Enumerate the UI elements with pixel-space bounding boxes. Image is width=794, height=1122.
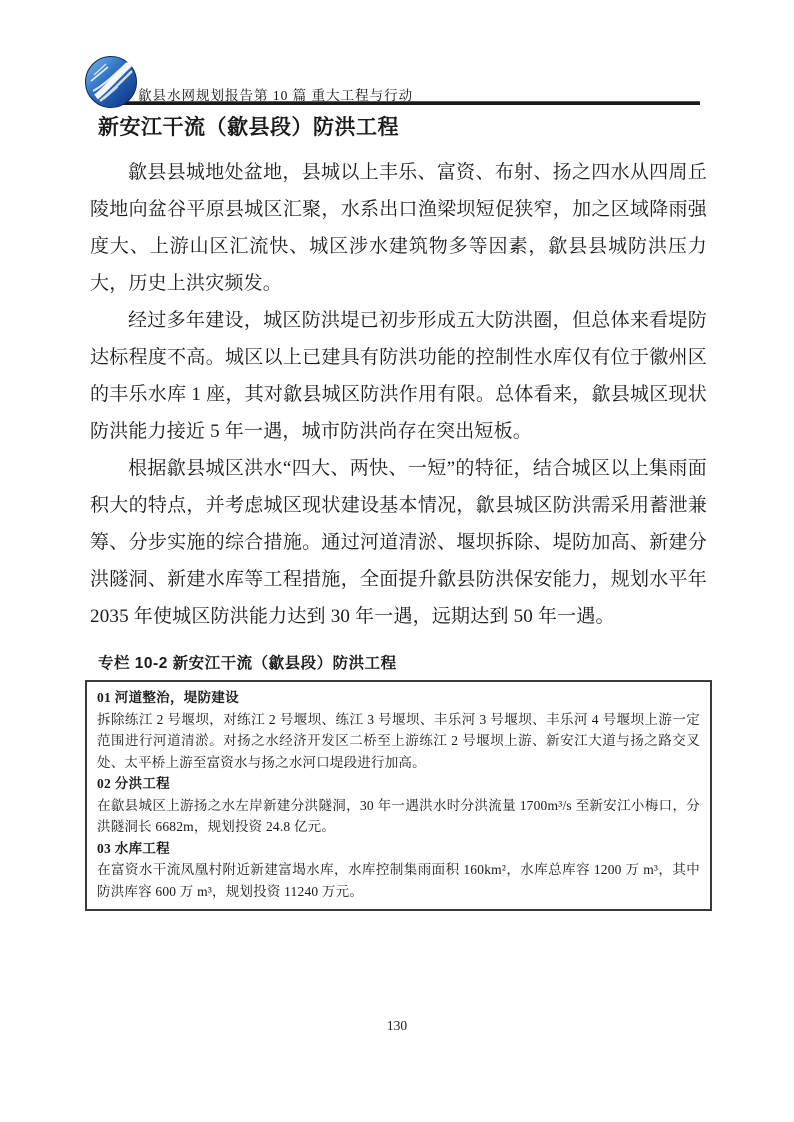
box-item-body-river-regulation: 拆除练江 2 号堰坝，对练江 2 号堰坝、练江 3 号堰坝、丰乐河 3 号堰坝、丰乐河 4 号堰坝上游一定范围进行河道清淤。对扬之水经济开发区二桥至上游练江 2 号堰坝上游、新安江大道与扬之路交叉处、太平桥上游至富资水与扬之水河口堤段进行加高。 (97, 711, 700, 770)
page-number: 130 (386, 1018, 408, 1033)
feature-box (85, 680, 712, 911)
box-item-heading-river-regulation: 01 河道整治，堤防建设 (97, 690, 239, 705)
paragraph-current-status: 经过多年建设，城区防洪堤已初步形成五大防洪圈，但总体来看堤防达标程度不高。城区以上已建具有防洪功能的控制性水库仅有位于徽州区的丰乐水库 1 座，其对歙县城区防洪作用有限。总体看来，歙县城区现状防洪能力接近 5 年一遇，城市防洪尚存在突出短板。 (90, 310, 707, 442)
paragraph-overview: 歙县县城地处盆地，县城以上丰乐、富资、布射、扬之四水从四周丘陵地向盆谷平原县城区汇聚，水系出口渔梁坝短促狭窄，加之区域降雨强度大、上游山区汇流快、城区涉水建筑物多等因素，歙县县城防洪压力大，历史上洪灾频发。 (90, 162, 707, 294)
water-network-logo-icon (84, 55, 138, 109)
box-item-body-reservoir: 在富资水干流凤凰村附近新建富堨水库，水库控制集雨面积 160km²，水库总库容 1200 万 m³，其中防洪库容 600 万 m³，规划投资 11240 万元。 (97, 862, 700, 899)
box-item-body-flood-diversion: 在歙县城区上游扬之水左岸新建分洪隧洞，30 年一遇洪水时分洪流量 1700m³/s 至新安江小梅口，分洪隧洞长 6682m，规划投资 24.8 亿元。 (97, 797, 700, 834)
paragraph-measures: 根据歙县城区洪水“四大、两快、一短”的特征，结合城区以上集雨面积大的特点，并考虑城区现状建设基本情况，歙县城区防洪需采用蓄泄兼筹、分步实施的综合措施。通过河道清淤、堰坝拆除、堤防加高、新建分洪隧洞、新建水库等工程措施，全面提升歙县防洪保安能力，规划水平年 2035 年使城区防洪能力达到 30 年一遇，远期达到 50 年一遇。 (90, 458, 707, 627)
box-item-heading-flood-diversion: 02 分洪工程 (97, 776, 170, 791)
section-title: 新安江干流（歙县段）防洪工程 (98, 115, 399, 139)
box-item-heading-reservoir: 03 水库工程 (97, 840, 170, 856)
main-content (90, 111, 707, 911)
report-header-title: 歙县水网规划报告第 10 篇 重大工程与行动 (138, 88, 414, 103)
feature-box-caption: 专栏 10-2 新安江干流（歙县段）防洪工程 (98, 655, 397, 672)
